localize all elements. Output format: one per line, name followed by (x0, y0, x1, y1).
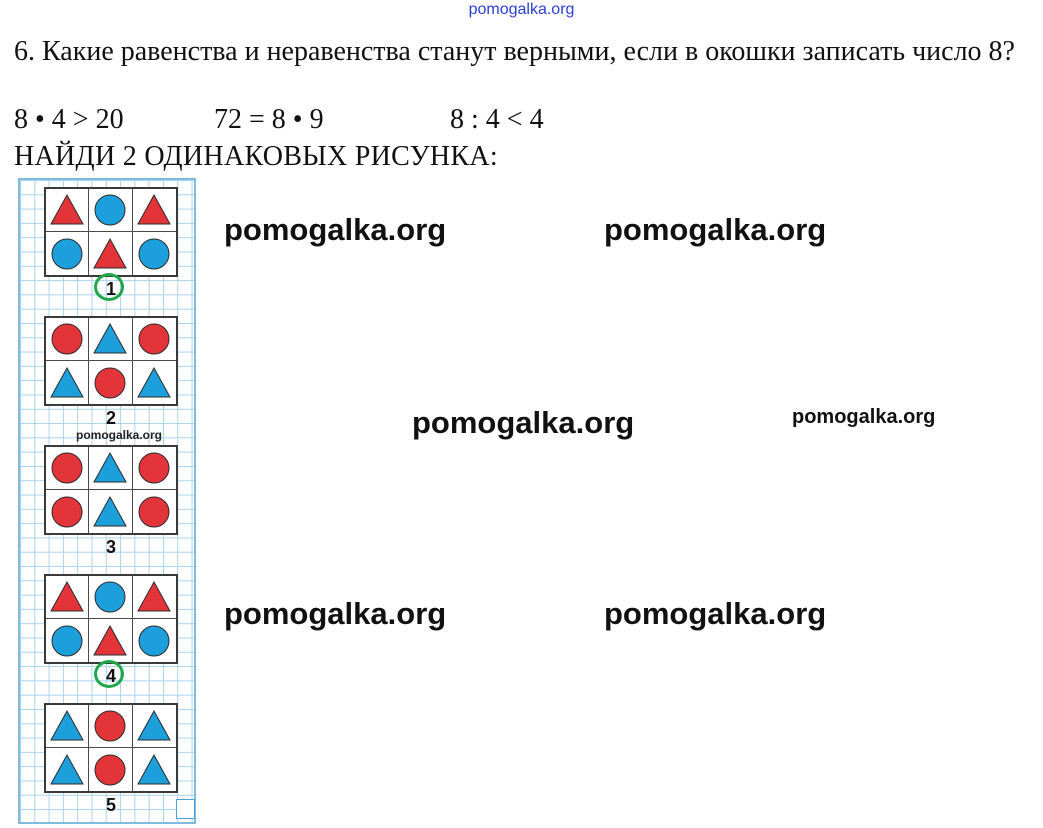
figure-cell (133, 490, 176, 533)
figure-number-3 (91, 537, 131, 558)
figure-cell (89, 447, 132, 490)
figure-card-1 (44, 187, 178, 277)
figure-cell (133, 232, 176, 275)
expression-3: 8 : 4 < 4 (450, 104, 544, 135)
figure-number-4 (91, 666, 131, 687)
red-circle-icon (92, 365, 128, 401)
blue-triangle-icon (92, 450, 128, 486)
figure-number-1 (91, 279, 131, 300)
figure-cell (133, 705, 176, 748)
red-circle-icon (136, 450, 172, 486)
red-circle-icon (136, 494, 172, 530)
red-circle-icon (49, 450, 85, 486)
figure-cell (133, 189, 176, 232)
watermark-row3-right: pomogalka.org (604, 596, 827, 631)
figure-card-2 (44, 316, 178, 406)
figure-card-4 (44, 574, 178, 664)
top-watermark: pomogalka.org (468, 1, 575, 18)
figure-number-label: 1 (105, 279, 116, 299)
figure-cell (46, 189, 89, 232)
watermark-row1-right: pomogalka.org (604, 212, 827, 247)
figure-cell (46, 232, 89, 275)
figure-cell (89, 189, 132, 232)
task-question: 6. Какие равенства и неравенства станут верными, если в окошки записать число 8? (14, 36, 1015, 67)
answer-box (176, 799, 195, 819)
red-circle-icon (92, 752, 128, 788)
red-triangle-icon (136, 579, 172, 615)
figure-cell (89, 619, 132, 662)
expressions-row (14, 102, 1014, 138)
red-triangle-icon (49, 579, 85, 615)
blue-triangle-icon (92, 321, 128, 357)
blue-circle-icon (92, 192, 128, 228)
figure-cell (133, 576, 176, 619)
blue-triangle-icon (49, 752, 85, 788)
figure-cell (89, 748, 132, 791)
figure-cell (89, 705, 132, 748)
find-two-heading: НАЙДИ 2 ОДИНАКОВЫХ РИСУНКА: (14, 141, 499, 172)
red-circle-icon (49, 321, 85, 357)
blue-triangle-icon (49, 365, 85, 401)
figure-cell (46, 576, 89, 619)
figure-cell (89, 318, 132, 361)
expression-2: 72 = 8 • 9 (214, 104, 324, 135)
figure-card-3 (44, 445, 178, 535)
figure-cell (46, 490, 89, 533)
blue-triangle-icon (92, 494, 128, 530)
red-circle-icon (92, 708, 128, 744)
figure-cell (133, 748, 176, 791)
figure-cell (133, 361, 176, 404)
figure-cell (89, 232, 132, 275)
figure-cell (46, 361, 89, 404)
blue-circle-icon (136, 236, 172, 272)
figure-cell (46, 447, 89, 490)
figure-cell (46, 748, 89, 791)
figure-cell (133, 318, 176, 361)
figure-cell (46, 705, 89, 748)
figure-number-label: 5 (105, 795, 116, 815)
blue-circle-icon (49, 236, 85, 272)
figure-card-5 (44, 703, 178, 793)
red-circle-icon (136, 321, 172, 357)
watermark-row2-right: pomogalka.org (792, 406, 936, 428)
red-triangle-icon (49, 192, 85, 228)
expression-1: 8 • 4 > 20 (14, 104, 124, 135)
watermark-row2-center: pomogalka.org (412, 405, 635, 440)
figure-cell (89, 361, 132, 404)
figure-cell (89, 490, 132, 533)
blue-triangle-icon (136, 365, 172, 401)
watermark-row3-left: pomogalka.org (224, 596, 447, 631)
red-triangle-icon (92, 623, 128, 659)
figure-cell (133, 447, 176, 490)
figure-cell (133, 619, 176, 662)
figure-number-5 (91, 795, 131, 816)
figure-number-label: 4 (105, 666, 116, 686)
red-triangle-icon (92, 236, 128, 272)
figure-number-label: 3 (105, 537, 116, 557)
watermark-row1-left: pomogalka.org (224, 212, 447, 247)
blue-triangle-icon (49, 708, 85, 744)
figure-number-label: 2 (105, 408, 116, 428)
red-triangle-icon (136, 192, 172, 228)
watermark-small: pomogalka.org (76, 428, 163, 442)
figure-cell (46, 318, 89, 361)
blue-circle-icon (49, 623, 85, 659)
blue-circle-icon (136, 623, 172, 659)
figure-cell (89, 576, 132, 619)
figure-cell (46, 619, 89, 662)
blue-circle-icon (92, 579, 128, 615)
red-circle-icon (49, 494, 85, 530)
blue-triangle-icon (136, 708, 172, 744)
figure-number-2 (91, 408, 131, 429)
blue-triangle-icon (136, 752, 172, 788)
